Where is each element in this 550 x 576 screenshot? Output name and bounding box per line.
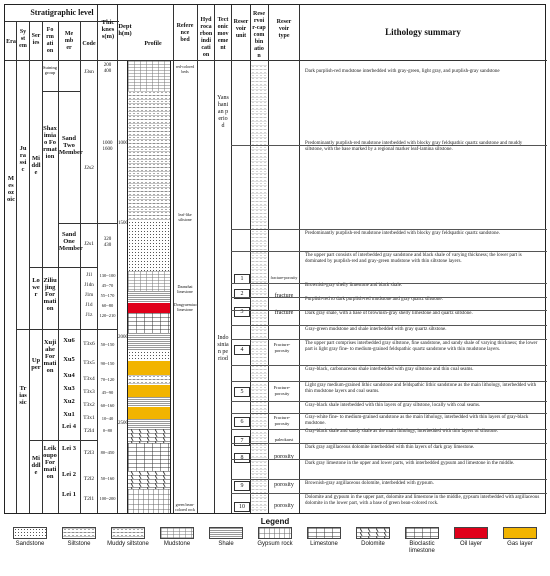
profile-band (128, 91, 170, 221)
bioclastic-limestone-swatch (405, 527, 439, 539)
reservoir-type-6: Fracture-porosity (273, 415, 291, 426)
thickness-t2l3: 80~450 (100, 450, 115, 455)
member-lei3: Lei 3 (62, 445, 76, 452)
depth-1000: 1000 (118, 141, 128, 146)
legend-label: Gypsum rock (257, 541, 293, 547)
stratigraphic-column-table (4, 4, 546, 514)
profile-band (128, 419, 170, 429)
profile-band (128, 443, 170, 471)
divider (231, 493, 547, 494)
divider (42, 91, 80, 92)
reservoir-type-5: Fracture-porosity (273, 385, 291, 396)
era-header: Era (6, 39, 16, 45)
reservoir-cap-header: Rese rvoi r-cap com bin atio n (252, 11, 266, 59)
lithology-row-8: Gray-green mudstone and shale interbedded with gray quartz siltstone. (305, 327, 447, 332)
depth-1500: 1500 (118, 221, 128, 226)
thickness-t3x2: 60~160 (100, 403, 115, 408)
profile-band (128, 351, 170, 361)
legend (6, 527, 546, 573)
code-t2l1: T2l1 (83, 496, 95, 502)
col-line (299, 5, 300, 513)
divider (231, 381, 547, 382)
profile-band (128, 271, 170, 291)
gas-layer-band (128, 361, 170, 375)
hydrocarbon-header: Hyd roca rbon indi cati on (199, 17, 213, 58)
gas-layer-swatch (503, 527, 537, 539)
formation-shaximiao: Shaximiao Formation (43, 125, 57, 160)
series-upper-triassic: Upper (31, 357, 41, 371)
divider (231, 229, 547, 230)
code-t3x2: T3x2 (83, 402, 95, 408)
divider (231, 283, 547, 284)
series-lower-jurassic: Lower (32, 277, 40, 298)
col-line (231, 5, 232, 513)
formation-ziliujing: Ziliujing Formation (43, 277, 57, 312)
thickness-header: Thic knes s(m) (101, 19, 115, 40)
reservoir-cap-column (251, 65, 267, 511)
lithology-header: Lithology summary (385, 27, 461, 37)
shale-swatch (209, 527, 243, 539)
ref-dongyuemiao: Dongyuemiao limestone (174, 302, 197, 312)
formation-leikoupo: Leikoupo Formation (43, 445, 57, 480)
member-lei2: Lei 2 (62, 471, 76, 478)
divider (231, 297, 547, 298)
lithology-row-12: Gray-black shale interbedded with thin layers of gray siltstone, locally with coal seams. (305, 403, 481, 408)
ref-green-bean: green bean-colored rock (174, 502, 196, 512)
lithology-row-4: The upper part consists of interbedded gray sandstone and black shale of varying thickness; the lower part is dominated by purplish-red and gray-green mudstone with thin siltstone layers. (305, 253, 522, 264)
profile-band (128, 397, 170, 407)
thickness-t2l1: 100~200 (99, 496, 116, 501)
reservoir-unit-7: 7 (234, 436, 250, 446)
depth-header: Dept h(m) (118, 23, 132, 37)
depth-2000: 2000 (118, 335, 128, 340)
code-j2s1: J2s1 (84, 241, 94, 247)
reservoir-unit-10: 10 (234, 502, 250, 512)
reservoir-type-3: fracture (274, 310, 294, 316)
thickness-t3x3: 45~90 (101, 390, 114, 395)
member-sand-one: Sand One Member (59, 231, 83, 252)
lithology-row-11: Light gray medium-grained lithic sandstone and feldspathic lithic sandstone as the main lithology, interbedded with thin mudstone layers and coal seams. (305, 383, 537, 394)
thickness-t3x5: 90~150 (100, 361, 115, 366)
legend-label: Sandstone (15, 541, 45, 547)
thickness-j1dn: 45~70 (101, 283, 114, 288)
profile-band (128, 61, 170, 91)
divider (231, 251, 547, 252)
siltstone-swatch (62, 527, 96, 539)
profile-band (128, 291, 170, 303)
ref-red-beds: red-colored beds (175, 64, 195, 74)
code-j1dn: J1dn (84, 283, 94, 288)
lithology-row-10: Gray-black, carbonaceous shale interbedded with gray siltstone and thin coal seams. (305, 367, 474, 372)
reservoir-unit-3: 3 (234, 307, 250, 317)
legend-sandstone (6, 527, 54, 548)
stratigraphic-level-header: Stratigraphic level (30, 8, 94, 17)
lithology-row-1: Dark purplish-red mudstone interbedded with gray-green, light gray, and purplish-gray sandstone (305, 69, 500, 74)
divider (231, 479, 547, 480)
divider (231, 429, 547, 430)
reservoir-unit-2: 2 (234, 289, 250, 299)
legend-label: Bioclastic limestone (409, 541, 435, 554)
divider (231, 310, 547, 311)
ref-leaf-siltstone: leaf-like siltstone (178, 212, 192, 222)
divider (231, 325, 547, 326)
lithology-row-2: Predominantly purplish-red mudstone interbedded with blocky gray feldspathic quartz sandstone and muddy siltstone, with the base marked by a regional marker leaf-lamina siltstone. (305, 141, 523, 152)
era-label: Mesozoic (7, 175, 15, 203)
depth-2500: 2500 (118, 421, 128, 426)
member-xu6: Xu6 (63, 337, 75, 344)
reservoir-unit-4: 4 (234, 345, 250, 355)
profile-band (128, 375, 170, 385)
legend-mudstone (153, 527, 201, 548)
code-t3x6: T3x6 (83, 341, 95, 347)
jurassic-triassic-boundary (16, 329, 117, 330)
profile-band (128, 489, 170, 513)
muddy-siltstone-swatch (111, 527, 145, 539)
reservoir-type-9: porosity (274, 482, 294, 488)
profile-band (128, 429, 170, 443)
divider (231, 145, 547, 146)
sandstone-swatch (13, 527, 47, 539)
lithology-row-16: Dark gray limestone in the upper and lower parts, with interbedded gypsum and limestone in the middle. (305, 461, 515, 466)
profile-band (128, 221, 170, 271)
lithology-row-3: Predominantly purplish-red mudstone interbedded with blocky gray feldspathic quartz sandstone. (305, 231, 500, 236)
series-middle-triassic: Middle (31, 455, 41, 476)
reservoir-unit-header: Reser voir unit (233, 19, 249, 39)
lithology-row-15: Dark gray argillaceous dolomite interbedded with thin layers of dark gray limestone. (305, 445, 475, 450)
reservoir-type-header: Reser voir type (276, 19, 292, 39)
col-line (117, 5, 118, 513)
reservoir-unit-9: 9 (234, 481, 250, 491)
divider (231, 339, 547, 340)
oil-layer-swatch (454, 527, 488, 539)
divider (231, 459, 547, 460)
member-lei1: Lei 1 (62, 491, 76, 498)
code-j1d: J1d (85, 303, 93, 308)
legend-gas-layer (496, 527, 544, 548)
reference-bed-header: Refere nce bed (176, 23, 194, 43)
lithology-row-17: Brownish-gray argillaceous dolomite, interbedded with gypsum. (305, 481, 434, 486)
legend-label: Limestone (310, 541, 338, 547)
divider (29, 267, 97, 268)
legend-limestone (300, 527, 348, 548)
divider (231, 365, 547, 366)
code-j1z: J1z (85, 313, 93, 318)
col-line (214, 5, 215, 513)
formation-xujiahe: Xujiahe Formation (43, 339, 57, 374)
legend-label: Gas layer (507, 541, 533, 547)
thickness-t2l2: 50~160 (100, 476, 115, 481)
system-jurassic: Jurassic (19, 145, 27, 173)
lithology-row-5: Brownish-gray shelly limestone and black shale. (305, 283, 403, 288)
formation-header: Fo rm ati on (46, 27, 54, 54)
thickness-j1l: 130~100 (99, 273, 116, 278)
system-header: Sy st em (19, 29, 27, 49)
code-t3x3: T3x3 (83, 389, 95, 395)
tectonic-indosinian: Indosinian period (217, 335, 229, 362)
col-line (197, 5, 198, 513)
lithology-row-7: Dark gray shale, with a base of brownish-gray shelly limestone and quartz siltstone. (305, 311, 473, 316)
thickness-j2s2: 1000 1600 (102, 141, 113, 152)
member-xu2: Xu2 (63, 398, 75, 405)
lithology-row-6: Purplish-red to dark purplish-red mudstone and gray quartz siltstone. (305, 297, 443, 302)
divider (231, 413, 547, 414)
legend-bioclastic-limestone (398, 527, 446, 555)
legend-label: Dolomite (361, 541, 385, 547)
code-t3x5: T3x5 (83, 360, 95, 366)
dolomite-swatch (356, 527, 390, 539)
col-line (173, 5, 174, 513)
legend-title: Legend (260, 517, 290, 526)
reservoir-unit-5: 5 (234, 387, 250, 397)
legend-label: Mudstone (163, 541, 191, 547)
member-xu4: Xu4 (63, 372, 75, 379)
reservoir-unit-1: 1 (234, 274, 250, 284)
member-xu5: Xu5 (63, 356, 75, 363)
lithology-row-18: Dolomite and gypsum in the upper part, dolomite and limestone in the middle, gypsum interbedded with argillaceous dolomite in the lower part, with a base of green bean-colored rock. (305, 495, 540, 506)
thickness-j2s1: 320 430 (103, 237, 112, 248)
code-t2l4: T2l4 (83, 428, 95, 434)
member-header: Me mb er (64, 31, 74, 51)
lithology-row-9: The upper part comprises interbedded gray siltstone, fine sandstone, and sandy shale of varying thickness; the lower part is light gray fine- to medium-grained feldspathic quartz sandstone with thin mudstone layers. (305, 341, 538, 352)
thickness-j1d: 60~80 (101, 303, 114, 308)
thickness-j3sn: 200 400 (103, 63, 112, 74)
reservoir-type-7: paleokarst (274, 437, 294, 442)
legend-label: Muddy siltstone (107, 541, 149, 547)
code-t2l2: T2l2 (83, 476, 95, 482)
reservoir-type-1: fracture-porosity (270, 275, 298, 280)
divider (231, 401, 547, 402)
gypsum-swatch (258, 527, 292, 539)
limestone-swatch (307, 527, 341, 539)
divider (58, 223, 117, 224)
gas-layer-band (128, 407, 170, 419)
thickness-t2l4: 0~80 (102, 428, 113, 433)
formation-suining: Suining group (42, 65, 57, 75)
legend-oil-layer (447, 527, 495, 548)
member-xu1: Xu1 (63, 411, 75, 418)
legend-label: Siltstone (67, 541, 91, 547)
member-lei4: Lei 4 (62, 423, 76, 430)
oil-layer-band (128, 303, 170, 313)
thickness-t3x4: 70~120 (100, 377, 115, 382)
profile-band (128, 333, 170, 351)
gas-layer-band (128, 385, 170, 397)
code-t3x4: T3x4 (83, 376, 95, 382)
profile-band (128, 313, 170, 333)
col-line (16, 21, 17, 513)
code-j1l: J1l (86, 273, 92, 278)
thickness-t3x1: 10~40 (101, 416, 114, 421)
thickness-j1z: 120~210 (99, 313, 116, 318)
divider (231, 443, 547, 444)
ref-daanzhai: Daanzhai limestone (177, 284, 193, 294)
legend-muddy-siltstone (104, 527, 152, 548)
member-sand-two: Sand Two Member (59, 135, 83, 156)
thickness-t3x6: 50~150 (100, 342, 115, 347)
code-header: Code (82, 41, 96, 47)
legend-label: Shale (218, 541, 234, 547)
lithology-profile (127, 61, 171, 513)
lithology-row-14: Gray-black shale and sandy shale as the main lithology, interbedded with thin layers of siltstone. (305, 429, 498, 434)
reservoir-type-4: Fracture-porosity (273, 342, 291, 353)
tectonic-yanshanian: Yanshanian period (217, 95, 229, 129)
legend-label: Oil layer (459, 541, 482, 547)
reservoir-type-2: fracture (274, 293, 294, 299)
thickness-j1m: 55~170 (100, 293, 115, 298)
lithology-row-13: Gray-white fine- to medium-grained sandstone as the main lithology, interbedded with thin layers of gray-black mudstone. (305, 415, 529, 426)
reservoir-type-8: porosity (274, 454, 294, 460)
legend-gypsum (251, 527, 299, 548)
mudstone-swatch (160, 527, 194, 539)
code-j2s2: J2s2 (84, 165, 94, 171)
header-divider (5, 60, 547, 61)
reservoir-unit-8: 8 (234, 453, 250, 463)
series-header: Ser ies (31, 33, 41, 46)
legend-siltstone (55, 527, 103, 548)
system-triassic: Triassic (19, 385, 27, 406)
reservoir-type-10: porosity (274, 503, 294, 509)
legend-shale (202, 527, 250, 548)
code-j3sn: J3sn (84, 69, 94, 75)
code-t2l3: T2l3 (83, 450, 95, 456)
code-t3x1: T3x1 (83, 415, 95, 421)
reservoir-unit-6: 6 (234, 417, 250, 427)
profile-band (128, 471, 170, 489)
code-j1m: J1m (84, 293, 94, 298)
member-xu3: Xu3 (63, 385, 75, 392)
profile-header: Profile (144, 41, 162, 47)
series-middle-jurassic: Middle (31, 155, 41, 176)
tectonic-header: Tect onic mov eme nt (217, 17, 229, 51)
legend-dolomite (349, 527, 397, 548)
